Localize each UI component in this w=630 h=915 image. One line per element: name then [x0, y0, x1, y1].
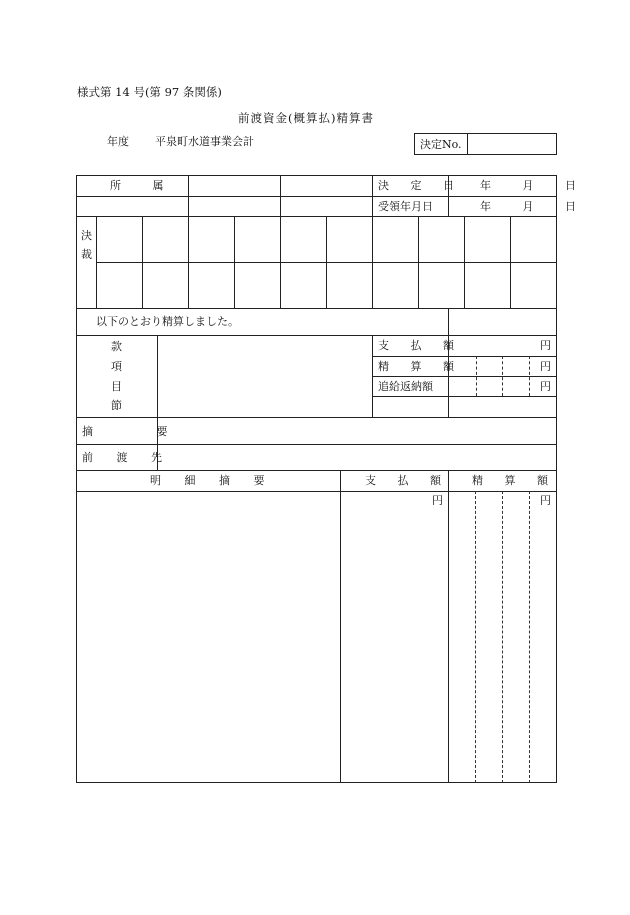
advance-to-label: 前 渡 先: [82, 451, 172, 464]
row-line: [76, 470, 557, 471]
currency-unit: 円: [540, 494, 551, 507]
receipt-date-placeholder: 年 月 日: [480, 200, 590, 213]
col-line: [372, 175, 373, 216]
col-line: [464, 216, 465, 308]
row-line: [76, 335, 557, 336]
col-line: [418, 216, 419, 308]
col-line: [372, 216, 373, 308]
digit-divider: [502, 356, 503, 396]
category-kou: 項: [111, 360, 122, 373]
decision-no-field[interactable]: [469, 135, 555, 153]
col-line: [510, 216, 511, 308]
row-line: [76, 491, 557, 492]
digit-divider: [502, 491, 503, 783]
col-line: [142, 216, 143, 308]
digit-divider: [475, 491, 476, 783]
detail-summary-label: 明 細 摘 要: [150, 474, 275, 487]
approval-label: 決 裁: [81, 229, 92, 261]
page-title: 前渡資金(概算払)精算書: [238, 111, 374, 125]
row-line: [76, 444, 557, 445]
accounting-name: 平泉町水道事業会計: [155, 135, 254, 148]
category-setsu: 節: [111, 399, 122, 412]
decision-no-label: 決定No.: [420, 138, 462, 151]
category-kan: 款: [111, 340, 122, 353]
summary-label: 摘 要: [82, 425, 198, 438]
decision-date-label: 決 定 日: [378, 179, 463, 192]
payment-amount-label: 支 払 額: [378, 339, 463, 352]
col-line: [280, 175, 281, 216]
col-line: [188, 216, 189, 308]
col-line: [372, 335, 373, 417]
dept-label: 所 属: [110, 179, 178, 192]
form-number-label: 様式第 14 号(第 97 条関係): [77, 85, 222, 99]
currency-unit: 円: [540, 339, 551, 352]
col-line: [157, 335, 158, 470]
col-line: [448, 470, 449, 783]
digit-divider: [529, 356, 530, 396]
category-moku: 目: [111, 380, 122, 393]
currency-unit: 円: [540, 380, 551, 393]
row-line: [76, 196, 557, 197]
decision-no-divider: [467, 133, 468, 155]
row-line: [372, 396, 557, 397]
col-line: [340, 470, 341, 783]
refund-amount-label: 追給返納額: [378, 380, 433, 393]
digit-divider: [529, 491, 530, 783]
fiscal-year-label: 年度: [107, 135, 129, 148]
col-line: [96, 216, 97, 308]
digit-divider: [476, 356, 477, 396]
row-line: [76, 417, 557, 418]
col-line: [280, 216, 281, 308]
currency-unit: 円: [432, 494, 443, 507]
col-line: [188, 175, 189, 216]
receipt-date-label: 受領年月日: [378, 200, 433, 213]
col-line: [234, 216, 235, 308]
currency-unit: 円: [540, 360, 551, 373]
settlement-statement: 以下のとおり精算しました。: [96, 315, 239, 328]
row-line: [76, 308, 557, 309]
detail-payment-label: 支 払 額: [365, 474, 450, 487]
row-line: [76, 216, 557, 217]
decision-date-placeholder: 年 月 日: [480, 179, 590, 192]
settled-amount-label: 精 算 額: [378, 360, 463, 373]
detail-settled-label: 精 算 額: [472, 474, 557, 487]
col-line: [326, 216, 327, 308]
